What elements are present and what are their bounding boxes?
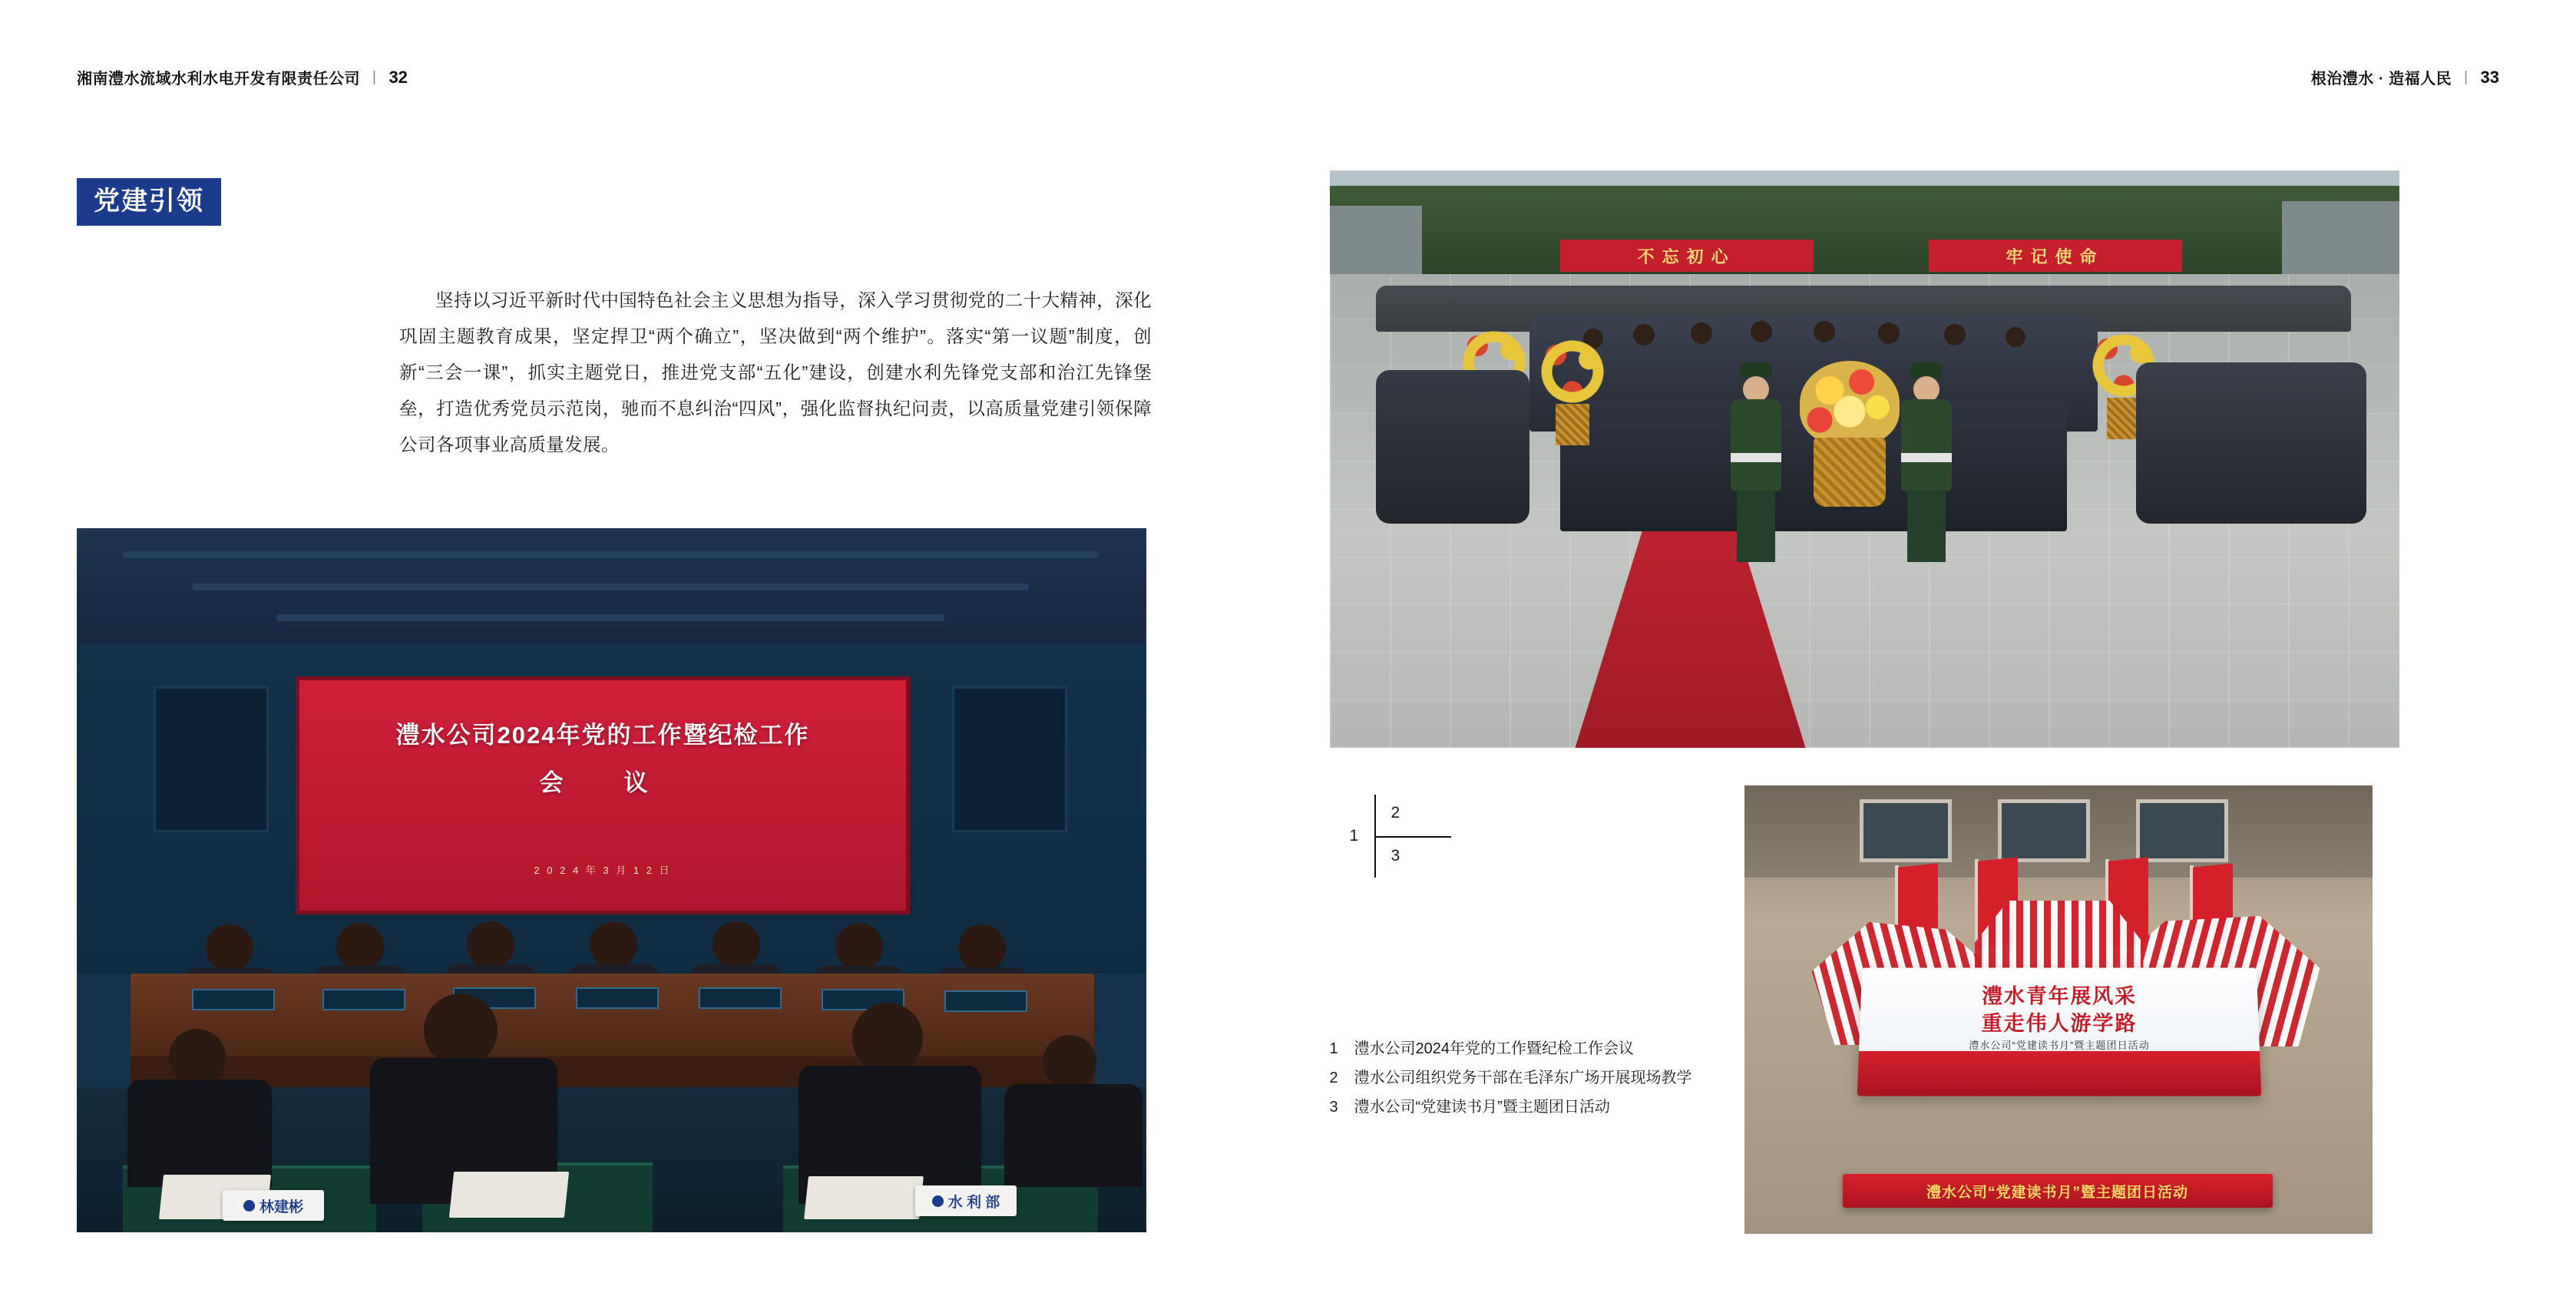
wreath-stand bbox=[2107, 398, 2141, 439]
screen-title-line2: 会 议 bbox=[539, 769, 666, 796]
guard-face bbox=[1743, 376, 1769, 402]
name-badge-right bbox=[915, 1185, 1017, 1216]
ceiling bbox=[77, 528, 1146, 643]
conference-photo bbox=[77, 528, 1146, 1232]
flower-basket-flowers bbox=[1800, 361, 1900, 445]
conference-photo-inner bbox=[77, 528, 1146, 1232]
name-plate bbox=[576, 987, 659, 1009]
flower-basket-body bbox=[1814, 438, 1886, 507]
projection-screen bbox=[299, 680, 906, 911]
crowd-person-head bbox=[1878, 322, 1900, 344]
section-title: 党建引领 bbox=[77, 178, 221, 226]
formation-banner bbox=[1857, 967, 2261, 1096]
youth-formation-photo bbox=[1744, 785, 2373, 1234]
right-page bbox=[1288, 0, 2576, 1306]
crowd-person-head bbox=[1944, 324, 1966, 346]
caption-text: 澧水公司“党建读书月”暨主题团日活动 bbox=[1354, 1099, 1610, 1116]
name-plate bbox=[192, 989, 275, 1010]
crowd-person-head bbox=[1751, 321, 1772, 342]
attendee-head bbox=[1043, 1035, 1096, 1089]
panelist-head bbox=[835, 923, 883, 970]
onlookers-right bbox=[2136, 362, 2366, 524]
ceiling-light-strip bbox=[192, 584, 1029, 590]
onlookers-left bbox=[1376, 370, 1529, 524]
guard-belt bbox=[1731, 453, 1781, 462]
panelist-head bbox=[713, 921, 760, 969]
caption-item bbox=[1330, 1034, 1898, 1063]
body-paragraph-text: 坚持以习近平新时代中国特色社会主义思想为指导，深入学习贯彻党的二十大精神，深化巩固主题教育成果，坚定捍卫“两个确立”，坚决做到“两个维护”。落实“第一议题”制度，创新“三会一课”，抓实主题党日，推进党支部“五化”建设，创建水利先锋党支部和治江先锋堡垒，打造优秀党员示范岗，驰而不息纠治“四风”，强化监督执纪问责，以高质量党建引领保障公司各项事业高质量发展。 bbox=[399, 290, 1152, 455]
caption-list bbox=[1330, 1034, 1898, 1122]
name-plate bbox=[699, 987, 782, 1009]
guard-cap bbox=[1910, 362, 1943, 378]
caption-number: 1 bbox=[1329, 1040, 1338, 1057]
name-badge-text: 水 利 部 bbox=[947, 1194, 1000, 1211]
guard-belt bbox=[1901, 453, 1952, 462]
figure-key-label-2: 2 bbox=[1391, 804, 1400, 822]
page-number-right: 33 bbox=[2480, 67, 2499, 87]
panelist-head bbox=[590, 921, 637, 969]
figure-key-label-3: 3 bbox=[1391, 847, 1400, 865]
attendee-back bbox=[1004, 1084, 1143, 1187]
screen-subtitle: 2 0 2 4 年 3 月 1 2 日 bbox=[534, 865, 672, 876]
caption-item bbox=[1330, 1093, 1898, 1122]
name-plate bbox=[322, 989, 405, 1010]
flower-basket bbox=[1800, 361, 1900, 507]
plaza-photo-inner bbox=[1330, 170, 2399, 748]
caption-text: 澧水公司2024年党的工作暨纪检工作会议 bbox=[1354, 1040, 1634, 1057]
caption-text: 澧水公司组织党务干部在毛泽东广场开展现场教学 bbox=[1354, 1070, 1692, 1086]
window-panel bbox=[1998, 799, 2090, 862]
attendee-head bbox=[852, 1003, 923, 1073]
window-panel bbox=[2136, 799, 2228, 862]
guard-uniform bbox=[1901, 399, 1952, 491]
crowd-person-head bbox=[1691, 322, 1712, 344]
running-head-right bbox=[2311, 66, 2499, 88]
window-panel bbox=[1860, 799, 1952, 862]
panelist-head bbox=[467, 921, 514, 969]
caption-number: 2 bbox=[1329, 1070, 1338, 1086]
figure-key-label-1: 1 bbox=[1349, 827, 1359, 845]
wreath-ring bbox=[1531, 330, 1614, 413]
name-badge-left bbox=[223, 1190, 324, 1221]
back-wall bbox=[1744, 785, 2373, 878]
figure-key-diagram bbox=[1330, 795, 1453, 879]
screen-title-line1: 澧水公司2024年党的工作暨纪检工作 bbox=[395, 722, 810, 749]
building-right bbox=[2282, 201, 2399, 276]
badge-dot-icon bbox=[932, 1195, 944, 1207]
panelist-head bbox=[336, 923, 384, 970]
guard-face bbox=[1913, 376, 1939, 402]
name-plate bbox=[944, 990, 1027, 1012]
ceiling-light-strip bbox=[276, 614, 944, 621]
crowd-person-head bbox=[1633, 324, 1655, 346]
honor-guard-left bbox=[1729, 362, 1783, 562]
page-number-left: 32 bbox=[389, 67, 408, 87]
badge-dot-icon bbox=[243, 1200, 255, 1212]
crowd-person-head bbox=[1814, 321, 1835, 342]
guard-cap bbox=[1740, 362, 1772, 378]
attendee-head bbox=[169, 1029, 226, 1086]
banner-left: 不忘初心 bbox=[1560, 240, 1814, 272]
panelist-head bbox=[206, 924, 253, 972]
wreath-left-2 bbox=[1531, 330, 1614, 445]
plaza-march-photo bbox=[1330, 170, 2399, 748]
bottom-banner: 澧水公司“党建读书月”暨主题团日活动 bbox=[1843, 1174, 2273, 1208]
panelist-head bbox=[958, 924, 1006, 972]
banner-right: 牢记使命 bbox=[1929, 240, 2182, 272]
attendee-head bbox=[424, 994, 498, 1067]
caption-item bbox=[1330, 1063, 1898, 1093]
document-paper bbox=[804, 1176, 924, 1219]
crowd-person-head bbox=[2006, 327, 2025, 347]
guard-uniform bbox=[1731, 399, 1781, 491]
running-head-separator: | bbox=[2464, 68, 2469, 85]
tree-line bbox=[1330, 186, 2399, 274]
document-paper bbox=[449, 1172, 569, 1218]
body-paragraph bbox=[399, 283, 1152, 463]
formation-top bbox=[1975, 901, 2144, 971]
running-head-slogan: 根治澧水 · 造福人民 bbox=[2310, 71, 2452, 88]
banner-red-band bbox=[1857, 1051, 2261, 1096]
banner-line3: 澧水公司“党建读书月”暨主题团日活动 bbox=[1968, 1039, 2150, 1051]
honor-guard-right bbox=[1900, 362, 1953, 562]
banner-line1: 澧水青年展风采 bbox=[1981, 984, 2137, 1008]
running-head-left bbox=[77, 66, 408, 88]
running-head-separator: | bbox=[372, 68, 377, 85]
building-left bbox=[1330, 206, 1422, 276]
guard-legs bbox=[1737, 490, 1775, 562]
figure-key-hline bbox=[1374, 836, 1451, 838]
caption-number: 3 bbox=[1329, 1099, 1338, 1116]
guard-legs bbox=[1907, 490, 1946, 562]
ceiling-light-strip bbox=[123, 551, 1098, 558]
wall-panel-right bbox=[952, 686, 1067, 832]
wreath-stand bbox=[1556, 404, 1589, 445]
wall-panel-left bbox=[154, 686, 269, 832]
banner-line2: 重走伟人游学路 bbox=[1980, 1012, 2138, 1035]
name-badge-text: 林建彬 bbox=[259, 1199, 303, 1215]
running-head-org: 湘南澧水流域水利水电开发有限责任公司 bbox=[77, 71, 360, 88]
attendee-back bbox=[127, 1080, 272, 1187]
youth-photo-inner bbox=[1744, 785, 2373, 1234]
